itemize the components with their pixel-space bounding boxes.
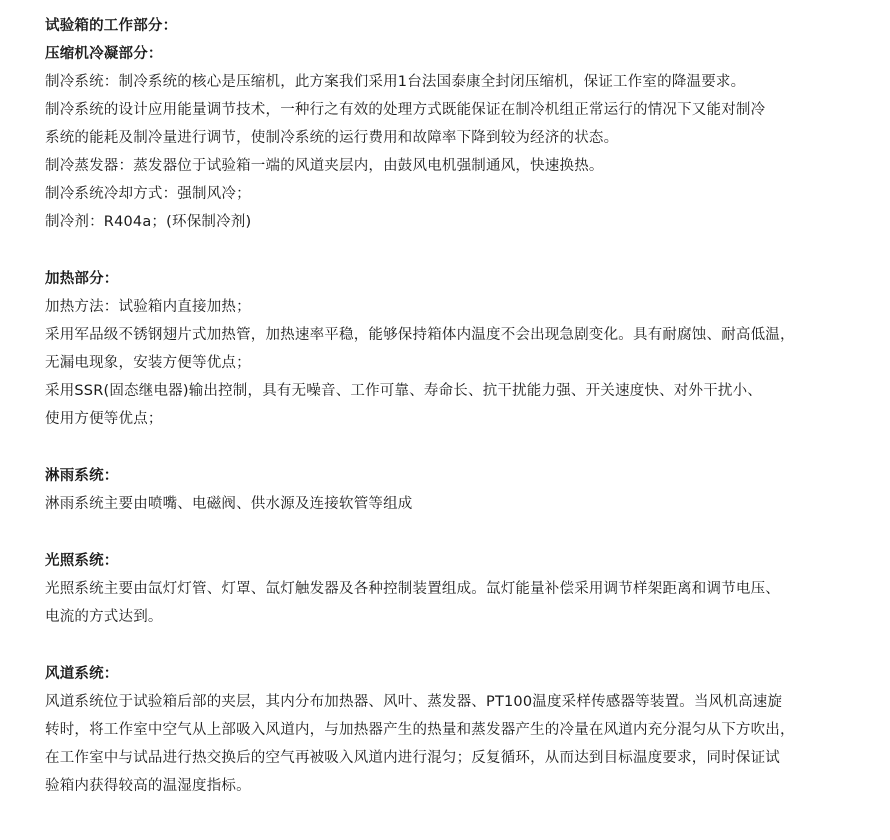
paragraph-line: 无漏电现象，安装方便等优点； [45,355,251,371]
section-spacer [45,433,885,462]
section-heating [45,265,885,433]
paragraph-line: 系统的能耗及制冷量进行调节，使制冷系统的运行费用和故障率下降到较为经济的状态。 [45,130,619,146]
document-page [45,12,885,800]
paragraph-line: 制冷系统的设计应用能量调节技术，一种行之有效的处理方式既能保证在制冷机组正常运行的情况下又能对制冷 [45,102,766,118]
section-spacer [45,631,885,660]
section-heading: 光照系统： [45,553,119,569]
section-compressor [45,40,885,236]
section-spacer [45,518,885,547]
section-spacer [45,236,885,265]
document-title: 试验箱的工作部分： [45,18,178,34]
paragraph-line: 加热方法：试验箱内直接加热； [45,299,251,315]
paragraph-line: 转时，将工作室中空气从上部吸入风道内，与加热器产生的热量和蒸发器产生的冷量在风道内充分混匀从下方吹出， [45,722,795,738]
paragraph-line: 电流的方式达到。 [45,609,163,625]
paragraph-line: 采用军品级不锈钢翅片式加热管，加热速率平稳，能够保持箱体内温度不会出现急剧变化。具有耐腐蚀、耐高低温， [45,327,795,343]
section-heading: 淋雨系统： [45,468,119,484]
paragraph-line: 光照系统主要由氙灯灯管、灯罩、氙灯触发器及各种控制装置组成。氙灯能量补偿采用调节样架距离和调节电压、 [45,581,780,597]
section-heading: 压缩机冷凝部分： [45,46,163,62]
section-lighting [45,547,885,631]
paragraph-line: 制冷蒸发器：蒸发器位于试验箱一端的风道夹层内，由鼓风电机强制通风，快速换热。 [45,158,604,174]
paragraph-line: 采用SSR(固态继电器)输出控制，具有无噪音、工作可靠、寿命长、抗干扰能力强、开关速度快、对外干扰小、 [45,383,762,399]
paragraph-line: 制冷系统冷却方式：强制风冷； [45,186,251,202]
section-heading: 风道系统： [45,666,119,682]
paragraph-line: 淋雨系统主要由喷嘴、电磁阀、供水源及连接软管等组成 [45,496,413,512]
section-rain [45,462,885,518]
paragraph-line: 制冷系统：制冷系统的核心是压缩机，此方案我们采用1台法国泰康全封闭压缩机，保证工作室的降温要求。 [45,74,746,90]
paragraph-line: 验箱内获得较高的温湿度指标。 [45,778,251,794]
paragraph-line: 在工作室中与试品进行热交换后的空气再被吸入风道内进行混匀；反复循环，从而达到目标温度要求，同时保证试 [45,750,780,766]
paragraph-line: 制冷剂：R404a；(环保制冷剂) [45,214,252,230]
paragraph-line: 使用方便等优点； [45,411,163,427]
paragraph-line: 风道系统位于试验箱后部的夹层，其内分布加热器、风叶、蒸发器、PT100温度采样传感器等装置。当风机高速旋 [45,694,783,710]
section-heading: 加热部分： [45,271,119,287]
section-air-duct [45,660,885,800]
